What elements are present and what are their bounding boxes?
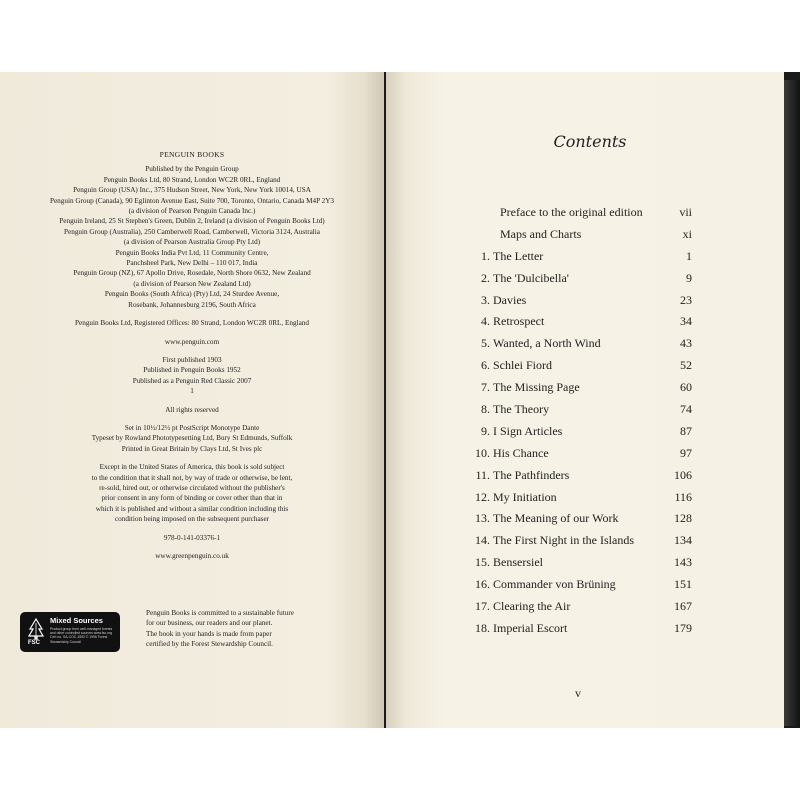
fsc-label: FSC [28,640,40,646]
chapter-page: 106 [674,467,692,482]
block1-line: Panchsheel Park, New Delhi – 110 017, India [126,259,258,268]
chapter-title: The Theory [493,402,550,417]
chapter-number: 13. [475,511,490,526]
chapter-number: 15. [475,555,490,570]
chapter-page: 34 [680,314,692,329]
chapter-title: The First Night in the Islands [493,533,634,548]
fsc-small-print: Product group from well-managed forests and other controlled sources www.fsc.org Cert no. SA-COC-1592 © 1996 Forest Stewardship Council [50,627,113,644]
contents-entry [470,313,700,335]
block1-line: Rosebank, Johannesburg 2196, South Africa [128,300,256,309]
contents-entry [470,532,700,554]
isbn: 978-0-141-03376-1 [163,533,221,542]
chapter-number: 14. [475,533,490,548]
block1-line: Published by the Penguin Group [145,165,239,174]
chapter-title: His Chance [493,445,549,460]
chapter-page: 116 [674,489,692,504]
chapter-title: Wanted, a North Wind [493,336,601,351]
contents-entry [470,620,700,642]
chapter-title: Bensersiel [493,555,543,570]
fsc-statement [146,608,366,650]
block1-line: Penguin Books India Pvt Ltd, 11 Community Centre, [115,248,269,257]
chapter-number: 16. [475,577,490,592]
publisher-addresses [0,164,384,310]
fsc-title: Mixed Sources [50,616,103,625]
typeset-line: Set in 10½/12½ pt PostScript Monotype Dante [124,423,260,432]
block1-line: (a division of Pearson Penguin Canada Inc.) [128,207,256,216]
publication-line: Published in Penguin Books 1952 [143,366,241,375]
chapter-title: Imperial Escort [493,620,568,635]
block1-line: (a division of Pearson Australia Group Pty Ltd) [123,238,261,247]
chapter-page: 128 [674,511,692,526]
chapter-number: 12. [475,489,490,504]
block1-line: Penguin Books (South Africa) (Pty) Ltd, 24 Sturdee Avenue, [104,290,280,299]
chapter-title: The 'Dulcibella' [493,270,569,285]
contents-entry [470,292,700,314]
chapter-page: 151 [674,577,692,592]
fsc_statement-line: The book in your hands is made from paper [146,629,272,638]
chapter-title: I Sign Articles [493,423,563,438]
fsc_statement-line: Penguin Books is committed to a sustainable future [146,609,294,617]
chapter-page: 143 [674,555,692,570]
page-number: v [575,686,581,700]
chapter-title: The Missing Page [493,380,580,395]
condition-line: condition being imposed on the subsequent purchaser [114,515,270,524]
condition-line: which it is published and without a similar condition including this [95,504,289,513]
chapter-page: 167 [674,599,692,614]
contents-entry [470,248,700,270]
contents-entry [470,489,700,511]
contents-entry [470,510,700,532]
chapter-page: 74 [680,402,692,417]
publication-line: First published 1903 [162,355,222,364]
block1-line: Penguin Group (USA) Inc., 375 Hudson Street, New York, New York 10014, USA [73,186,311,195]
green-website: www.greenpenguin.co.uk [155,552,229,560]
contents-entry [470,401,700,423]
chapter-number: 5. [481,336,490,351]
chapter-title: Schlei Fiord [493,358,552,373]
contents-entry [470,554,700,576]
chapter-page: 60 [680,380,692,395]
chapter-page: xi [682,226,692,241]
chapter-title: The Pathfinders [493,467,570,482]
fsc_statement-line: for our business, our readers and our planet. [146,619,273,628]
typesetting-info [0,423,384,454]
block1-line: Penguin Books Ltd, 80 Strand, London WC2R 0RL, England [103,175,281,184]
contents-entry [470,226,700,248]
publication-line: Published as a Penguin Red Classic 2007 [132,376,252,385]
chapter-page: 9 [686,270,692,285]
contents-entry [470,423,700,445]
chapter-page: 23 [680,292,692,307]
contents-entry [470,467,700,489]
chapter-number: 11. [475,467,490,482]
chapter-page: 43 [680,336,692,351]
chapter-number: 18. [475,620,490,635]
chapter-page: 87 [680,423,692,438]
chapter-page: 1 [686,248,692,263]
chapter-title: My Initiation [493,489,557,504]
chapter-title: Davies [493,292,527,307]
typeset-line: Printed in Great Britain by Clays Ltd, St Ives plc [121,444,263,453]
registered-offices: Penguin Books Ltd, Registered Offices: 80 Strand, London WC2R 0RL, England [75,319,309,328]
chapter-number: 2. [481,270,490,285]
contents-entry [470,576,700,598]
contents-title: Contents [553,132,627,151]
chapter-number: 9. [481,423,490,438]
typeset-line: Typeset by Rowland Phototypesetting Ltd, Bury St Edmunds, Suffolk [91,434,293,443]
chapter-title: Clearing the Air [493,599,571,614]
contents-entry [470,598,700,620]
chapter-page: 52 [680,358,692,373]
block1-line: Penguin Group (Australia), 250 Camberwell Road, Camberwell, Victoria 3124, Australia [64,227,320,236]
chapter-title: The Meaning of our Work [493,511,619,526]
chapter-number: 4. [481,314,490,329]
chapter-page: 179 [674,620,692,635]
chapter-number: 1. [481,248,490,263]
condition-line: to the condition that it shall not, by way of trade or otherwise, be lent, [91,473,293,482]
book-edge [784,80,800,726]
block1-line: Penguin Group (Canada), 90 Eglinton Avenue East, Suite 700, Toronto, Ontario, Canada M4P 2Y3 [49,196,335,205]
block1-line: Penguin Group (NZ), 67 Apollo Drive, Rosedale, North Shore 0632, New Zealand [73,269,311,278]
contents-entry [470,204,700,226]
sale-condition [0,462,384,524]
chapter-title: The Letter [493,248,544,263]
contents-entry [470,270,700,292]
publication-history [0,355,384,397]
publication-line: 1 [190,387,194,396]
condition-line: prior consent in any form of binding or cover other than that in [101,494,283,503]
chapter-number: 7. [481,380,490,395]
chapter-page: vii [679,205,692,219]
fsc_statement-line: certified by the Forest Stewardship Council. [146,640,273,649]
chapter-number: 17. [475,599,490,614]
contents-entry [470,445,700,467]
fsc-logo [20,612,120,652]
block1-line: Penguin Ireland, 25 St Stephen's Green, Dublin 2, Ireland (a division of Penguin Books Ltd) [59,217,325,226]
chapter-page: 134 [674,533,692,548]
chapter-title: Preface to the original edition [500,205,643,219]
chapter-number: 6. [481,358,490,373]
chapter-number: 8. [481,402,490,417]
condition-line: Except in the United States of America, this book is sold subject [99,463,285,472]
contents-entry [470,379,700,401]
contents-entry [470,357,700,379]
chapter-number: 3. [481,292,490,307]
condition-line: re-sold, hired out, or otherwise circulated without the publisher's [99,483,285,492]
publisher-name: PENGUIN BOOKS [159,150,225,159]
chapter-title: Commander von Brüning [493,577,616,592]
chapter-title: Retrospect [493,314,545,329]
contents-list [470,204,700,642]
chapter-number: 10. [475,445,490,460]
rights-statement: All rights reserved [165,405,219,414]
contents-entry [470,335,700,357]
chapter-page: 97 [680,445,692,460]
chapter-title: Maps and Charts [500,226,582,241]
copyright-block [0,150,384,561]
block1-line: (a division of Pearson New Zealand Ltd) [133,279,251,288]
website: www.penguin.com [164,337,220,346]
